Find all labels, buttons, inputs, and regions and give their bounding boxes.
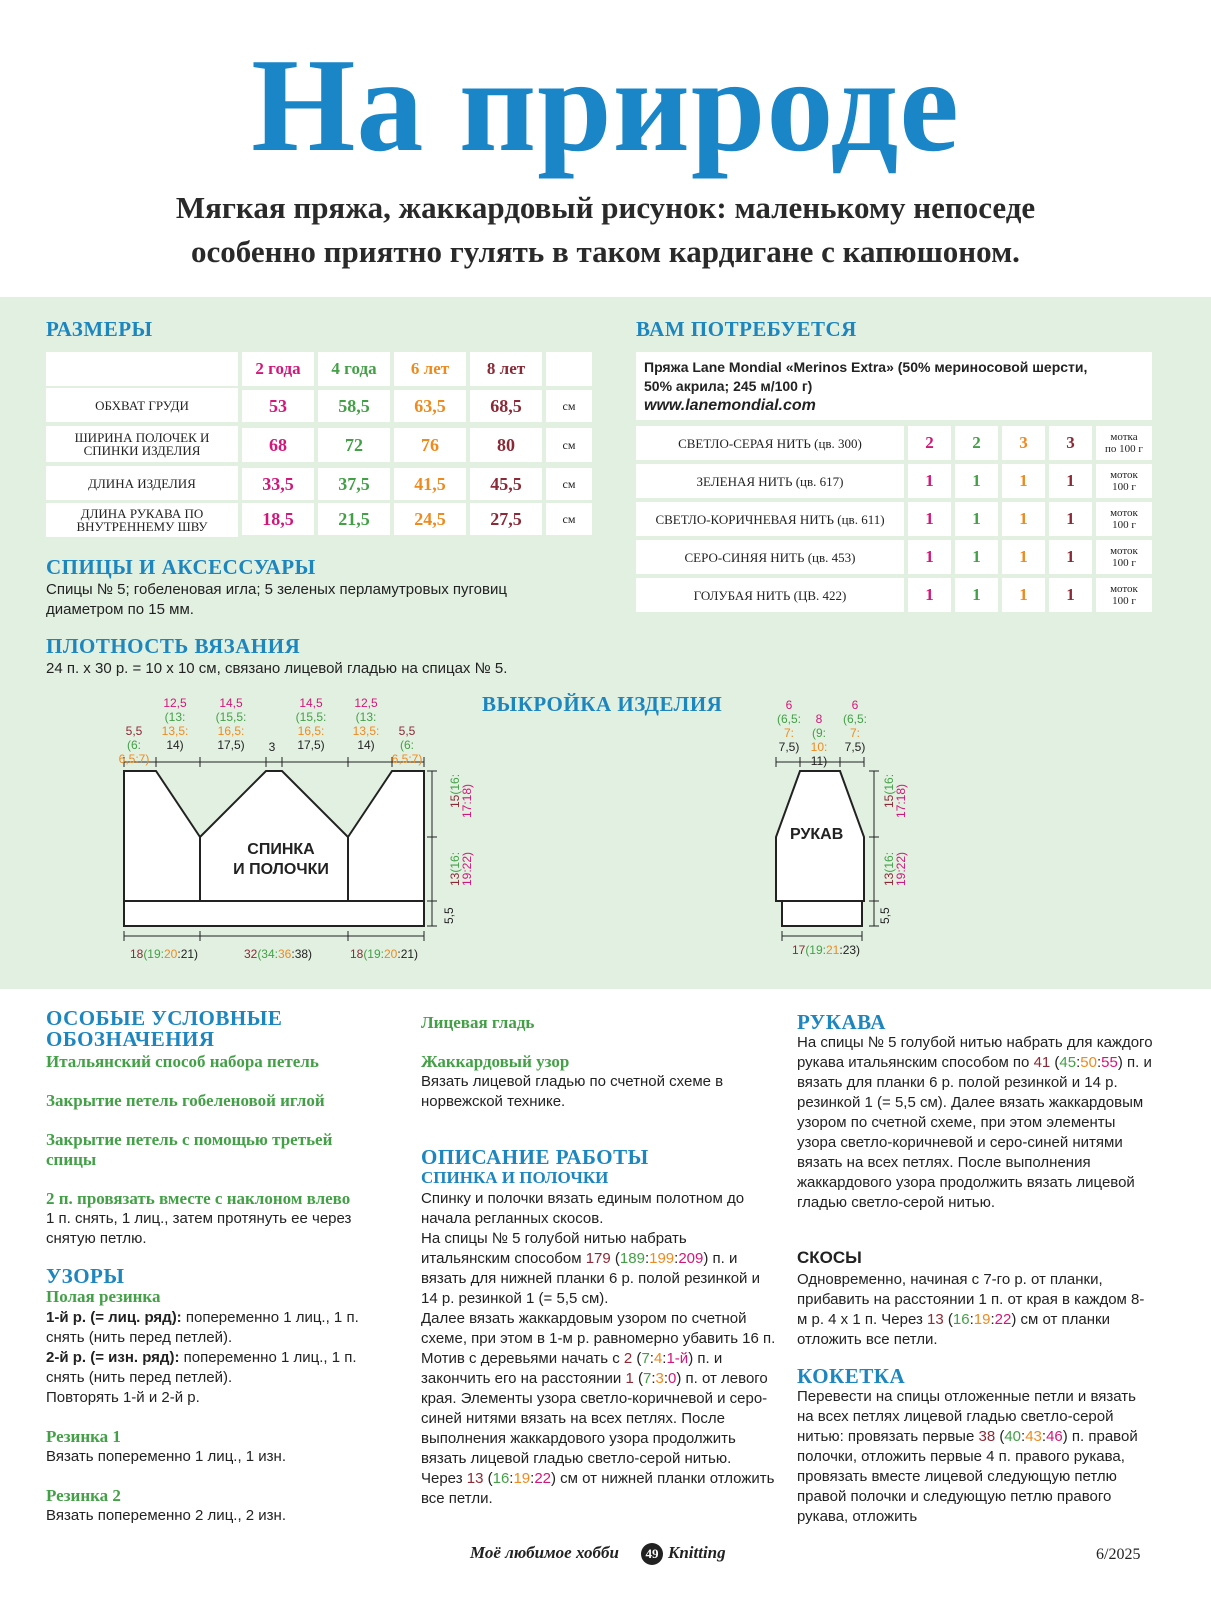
dim-top-4: 3 [268,740,276,754]
sleeve-side-2b: 19:22) [894,851,908,886]
yarn-qty: 1 [955,502,998,536]
yarn-qty: 1 [955,464,998,498]
yarn-qty: 1 [1049,540,1092,574]
yarn-unit-line-2: по 100 г [1105,443,1143,455]
yarn-unit [1096,426,1152,460]
sleeve-cuff [782,901,862,926]
dim-side-2: 13(16: [448,851,462,886]
jacquard-head: Жаккардовый узор [421,1052,570,1071]
symbol-k2tog-left-text: 1 п. снять, 1 лиц., затем протянуть ее через снятую петлю. [46,1210,352,1247]
gauge-title: ПЛОТНОСТЬ ВЯЗАНИЯ [46,634,301,658]
yarn-line-1: Пряжа Lane Mondial «Merinos Extra» (50% мериносовой шерсти, [644,359,1088,375]
yarn-line-2: 50% акрила; 245 м/100 г) [644,378,813,394]
yarn-qty: 2 [955,426,998,460]
yarn-box [636,352,1152,420]
pattern-title: ВЫКРОЙКА ИЗДЕЛИЯ [482,692,723,716]
sleeve-side-2: 13(16: [882,851,896,886]
chest-8: 68,5 [470,390,542,422]
yarn-row-label: СВЕТЛО-КОРИЧНЕВАЯ НИТЬ (цв. 611) [636,502,904,536]
body-piece-label [226,840,336,880]
needles-title: СПИЦЫ И АКСЕССУАРЫ [46,555,316,579]
yarn-qty: 3 [1049,426,1092,460]
yarn-qty: 1 [908,464,951,498]
hollow-rib-repeat: Повторять 1-й и 2-й р. [46,1389,200,1406]
back-fronts-title: СПИНКА И ПОЛОЧКИ [421,1168,609,1187]
yarn-qty: 1 [1049,578,1092,612]
yarn-unit-line-1: мотка [1110,431,1138,443]
work-description: Спинку и полочки вязать единым полотном до начала регланных скосов. На спицы № 5 голубой нитью набрать итальянским способом 179 (189:199:209) п. и вязать для нижней планки 6 р. полой резинкой и 14 р. резинкой 1 (= 5,5 см). Далее вязать жаккардовым узором по счетной схеме, при этом в 1-м р. равномерно убавить 16 п. Мотив с деревьями начать с 2 (7:4:1-й) п. и закончить его на расстоянии 1 (7:3:0) п. от левого края. Элементы узора светло-коричневой и серо-синей нитями вязать на всех петлях. После выполнения жаккардового узора продолжить вязать лицевой гладью светло-серой нитью. Через 13 (16:19:22) см от нижней планки отложить все петли. [421,1190,776,1507]
dim-side-2b: 19:22) [460,851,474,886]
symbol-tapestry: Закрытие петель гобеленовой иглой [46,1091,325,1110]
symbol-third-needle: Закрытие петель с помощью третьей спицы [46,1130,333,1169]
sleeve-side-1: 15(16: [882,773,896,808]
page-title: На природе [251,31,960,179]
dim-side-1: 15(16: [448,773,462,808]
symbol-italian: Итальянский способ набора петель [46,1052,319,1071]
stockinette-head: Лицевая гладь [421,1013,535,1032]
body-label-line-2: И ПОЛОЧКИ [233,861,329,878]
yarn-qty: 1 [908,578,951,612]
yoke-text: Перевести на спицы отложенные петли и вязать на всех петлях лицевой гладью светло-серой нитью: провязать первые 38 (40:43:46) п. правой полочки, отложить первые 4 п. правого рукава, провязать вместе лицевой следующую петлю правой полочки и следующую петлю правого рукава, отложить [797,1388,1138,1525]
yoke-title: КОКЕТКА [797,1364,906,1388]
jacquard-paragraph: Далее вязать жаккардовым узором по счетной схеме, при этом в 1-м р. равномерно убавить 16 п. Мотив с деревьями начать с 2 (7:4:1-й) п. и закончить его на расстоянии 1 (7:3:0) п. от левого края. Элементы узора светло-коричневой и серо-синей нитями вязать на всех петлях. После выполнения жаккардового узора продолжить вязать лицевой гладью светло-серой нитью. [421,1310,776,1467]
sleeve-side-1b: 17:18) [894,783,908,818]
set-aside-paragraph: Через 13 (16:19:22) см от нижней планки отложить все петли. [421,1470,775,1507]
size-header-2: 2 года [242,352,314,386]
size-header-8: 8 лет [470,352,542,386]
bevels-title: СКОСЫ [797,1248,862,1267]
sleeves-title: РУКАВА [797,1010,886,1034]
dim-bottom-2: 32(34:36:38) [243,947,313,961]
sleeve-4: 21,5 [318,503,390,535]
yarn-qty: 1 [1049,502,1092,536]
sizes-title: РАЗМЕРЫ [46,317,153,341]
yarn-unit-line-1: моток [1110,469,1138,481]
symbol-k2tog-left: 2 п. провязать вместе с наклоном влево [46,1189,351,1208]
yarn-qty: 1 [1002,578,1045,612]
yarn-unit [1096,502,1152,536]
needles-text: Спицы № 5; гобеленовая игла; 5 зеленых перламутровых пуговиц диаметром по 15 мм. [46,581,507,618]
yarn-qty: 1 [955,540,998,574]
sleeve-side-3: 5,5 [878,907,892,924]
patterns-title: УЗОРЫ [46,1264,125,1288]
yarn-unit-line-2: 100 г [1112,557,1136,569]
sleeve-6: 24,5 [394,503,466,535]
chest-4: 58,5 [318,390,390,422]
section-name: Knitting [668,1543,726,1562]
yarn-qty: 1 [1002,502,1045,536]
width-2: 68 [242,428,314,462]
symbols-title: ОСОБЫЕ УСЛОВНЫЕ ОБОЗНАЧЕНИЯ [46,1006,283,1051]
hollow-rib-head: Полая резинка [46,1287,161,1306]
yarn-qty: 1 [908,502,951,536]
issue-number: 6/2025 [1096,1546,1141,1563]
length-unit: см [546,468,592,500]
yarn-unit-line-1: моток [1110,507,1138,519]
page-subtitle [40,186,1171,274]
subtitle-line-1: Мягкая пряжа, жаккардовый рисунок: маленькому непоседе [175,190,1036,225]
body-label-line-1: СПИНКА [247,841,315,858]
dim-top-3: 14,5 (15,5: 16,5: 17,5) [215,696,247,752]
unit-header [546,352,592,386]
page-number: 49 [641,1543,663,1565]
chest-unit: см [546,390,592,422]
sleeve-top-2: 8 (9: 10: 11) [810,712,828,768]
yarn-unit [1096,578,1152,612]
yarn-row-label: СВЕТЛО-СЕРАЯ НИТЬ (цв. 300) [636,426,904,460]
rib2-text: Вязать попеременно 2 лиц., 2 изн. [46,1507,286,1524]
yarn-unit-line-1: моток [1110,545,1138,557]
sleeves-text: На спицы № 5 голубой нитью набрать для каждого рукава итальянским способом по 41 (45:50:55) п. и вязать для планки 6 р. полой резинкой и 14 р. резинкой 1 (= 5,5 см). Далее вязать жаккардовым узором по счетной схеме, при этом элементы узора светло-коричневой и серо-синей нитями вязать на всех петлях. После выполнения жаккардового узора продолжить вязать лицевой гладью светло-серой нитью. [797,1034,1153,1211]
yarn-url: www.lanemondial.com [644,397,816,414]
chest-2: 53 [242,390,314,422]
yarn-qty: 2 [908,426,951,460]
yarn-qty: 3 [1002,426,1045,460]
size-header-4: 4 года [318,352,390,386]
sleeve-2: 18,5 [242,503,314,535]
cast-on-paragraph: На спицы № 5 голубой нитью набрать итальянским способом 179 (189:199:209) п. и вязать для нижней планки 6 р. полой резинкой и 14 р. резинкой 1 (= 5,5 см). [421,1230,760,1307]
dim-top-6: 12,5 (13: 13,5: 14) [352,696,380,752]
subtitle-line-2: особенно приятно гулять в таком кардигане с капюшоном. [191,234,1020,269]
dim-side-3: 5,5 [442,907,456,924]
length-2: 33,5 [242,468,314,500]
yarn-qty: 1 [1002,464,1045,498]
dim-top-5: 14,5 (15,5: 16,5: 17,5) [295,696,327,752]
yarn-qty: 1 [908,540,951,574]
dim-bottom-3: 18(19:20:21) [349,947,419,961]
jacquard-text: Вязать лицевой гладью по счетной схеме в норвежской технике. [421,1073,724,1110]
width-8: 80 [470,428,542,462]
body-hem [124,901,424,926]
dim-side-1b: 17:18) [460,783,474,818]
yarn-row-label: ГОЛУБАЯ НИТЬ (ЦВ. 422) [636,578,904,612]
dim-top-1: 5,5 (6: 6,5:7) [118,724,150,766]
hollow-rib-row2: 2-й р. (= изн. ряд): попеременно 1 лиц., 1 п. снять (нить перед петлей). [46,1349,357,1386]
sleeve-8: 27,5 [470,503,542,535]
yarn-row-label: ЗЕЛЕНАЯ НИТЬ (цв. 617) [636,464,904,498]
yarn-unit [1096,464,1152,498]
hollow-rib-row1: 1-й р. (= лиц. ряд): попеременно 1 лиц., 1 п. снять (нить перед петлей). [46,1309,359,1346]
sleeve-bottom-dim: 17(19:21:23) [791,943,861,957]
dim-bottom-1: 18(19:20:21) [129,947,199,961]
rib2-head: Резинка 2 [46,1486,121,1505]
length-6: 41,5 [394,468,466,500]
sleeve-top-3: 6 (6,5: 7: 7,5) [842,698,867,754]
sleeve-top-1: 6 (6,5: 7: 7,5) [776,698,801,754]
yarn-unit-line-2: 100 г [1112,481,1136,493]
magazine-name: Моё любимое хобби [470,1543,619,1562]
yarn-unit-line-2: 100 г [1112,519,1136,531]
yarn-qty: 1 [955,578,998,612]
yarn-qty: 1 [1002,540,1045,574]
yarn-qty: 1 [1049,464,1092,498]
sizes-corner [46,352,238,386]
size-header-6: 6 лет [394,352,466,386]
dim-top-7: 5,5 (6: 6,5:7) [391,724,423,766]
yarn-unit-line-2: 100 г [1112,595,1136,607]
row-label-length: ДЛИНА ИЗДЕЛИЯ [46,466,238,500]
description-title: ОПИСАНИЕ РАБОТЫ [421,1145,649,1169]
yarn-row-label: СЕРО-СИНЯЯ НИТЬ (цв. 453) [636,540,904,574]
width-6: 76 [394,428,466,462]
yarn-unit-line-1: моток [1110,583,1138,595]
materials-title: ВАМ ПОТРЕБУЕТСЯ [636,317,857,341]
rib1-head: Резинка 1 [46,1427,121,1446]
width-unit: см [546,428,592,462]
length-8: 45,5 [470,468,542,500]
gauge-text: 24 п. х 30 р. = 10 х 10 см, связано лицевой гладью на спицах № 5. [46,660,508,677]
sleeve-unit: см [546,503,592,535]
bevels-text: Одновременно, начиная с 7-го р. от планки, прибавить на расстоянии 1 п. от края в каждом 8-м р. 4 х 1 п. Через 13 (16:19:22) см от планки отложить все петли. [797,1271,1145,1348]
row-label-chest: ОБХВАТ ГРУДИ [46,388,238,422]
rib1-text: Вязать попеременно 1 лиц., 1 изн. [46,1448,286,1465]
chest-6: 63,5 [394,390,466,422]
width-4: 72 [318,428,390,462]
sleeve-piece-label: РУКАВ [790,826,844,843]
yarn-unit [1096,540,1152,574]
row-label-sleeve: ДЛИНА РУКАВА ПО ВНУТРЕННЕМУ ШВУ [46,503,238,537]
dim-top-2: 12,5 (13: 13,5: 14) [161,696,189,752]
row-label-width: ШИРИНА ПОЛОЧЕК И СПИНКИ ИЗДЕЛИЯ [46,426,238,462]
length-4: 37,5 [318,468,390,500]
